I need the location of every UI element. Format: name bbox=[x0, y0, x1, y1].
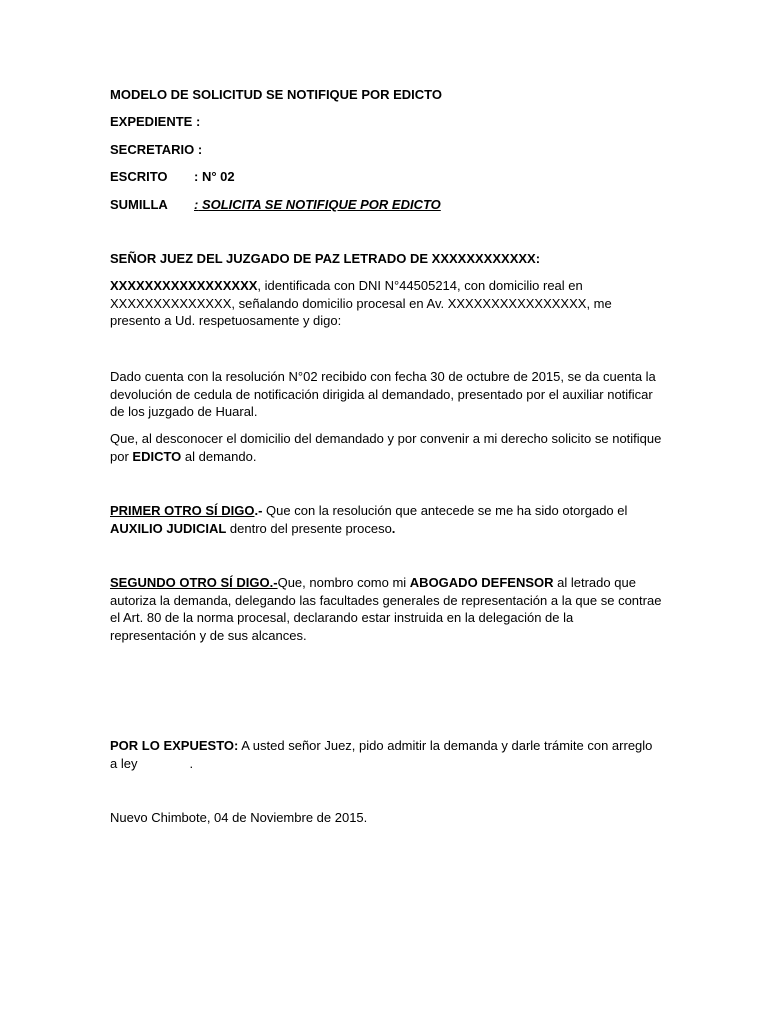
segundo-otrosi-heading: SEGUNDO OTRO SÍ DIGO.- bbox=[110, 575, 278, 590]
segundo-otrosi-text-end: al letrado que autoriza la demanda, delegando las facultades generales de representación a la que se contrae el Art. 80 de la norma procesal, declarando estar instruida en la delegación de la representación y de sus alcances. bbox=[110, 575, 662, 643]
escrito-value: : N° 02 bbox=[194, 169, 235, 184]
expediente-field bbox=[110, 113, 200, 131]
paragraph-resolucion: Dado cuenta con la resolución N°02 recibido con fecha 30 de octubre de 2015, se da cuenta la devolución de cedula de notificación dirigida al demandado, presentado por el auxiliar notificar de los juzgado de Huaral. bbox=[110, 369, 656, 419]
petitioner-name: XXXXXXXXXXXXXXXXX bbox=[110, 278, 258, 293]
por-lo-expuesto-period: . bbox=[189, 755, 194, 771]
edicto-emphasis: EDICTO bbox=[132, 448, 182, 464]
segundo-otrosi-paragraph bbox=[110, 574, 662, 644]
intro-text: , identificada con DNI N°44505214, con domicilio real en XXXXXXXXXXXXXX, señalando domicilio procesal en Av. XXXXXXXXXXXXXXXX, me presento a Ud. respetuosamente y digo: bbox=[110, 278, 612, 328]
por-lo-expuesto-paragraph bbox=[110, 737, 662, 772]
secretario-label: SECRETARIO : bbox=[110, 142, 203, 157]
intro-paragraph bbox=[110, 277, 662, 330]
abogado-defensor-emphasis: ABOGADO DEFENSOR bbox=[409, 575, 554, 590]
primer-otrosi-text-end: dentro del presente proceso bbox=[226, 520, 392, 536]
primer-otrosi-paragraph bbox=[110, 502, 630, 537]
closing-date: Nuevo Chimbote, 04 de Noviembre de 2015. bbox=[110, 810, 368, 825]
document-title: MODELO DE SOLICITUD SE NOTIFIQUE POR EDICTO bbox=[110, 87, 443, 102]
segundo-otrosi-text: Que, nombro como mi bbox=[277, 575, 410, 590]
paragraph-solicitud-text: Que, al desconocer el domicilio del demandado y por convenir a mi derecho solicito se notifique por bbox=[110, 431, 662, 464]
primer-otrosi-heading: PRIMER OTRO SÍ DIGO bbox=[110, 503, 255, 518]
secretario-field bbox=[110, 141, 202, 159]
por-lo-expuesto-text: A usted señor Juez, pido admitir la demanda y darle trámite con arreglo a ley bbox=[110, 738, 653, 771]
expediente-label: EXPEDIENTE : bbox=[110, 114, 201, 129]
auxilio-judicial-emphasis: AUXILIO JUDICIAL bbox=[110, 520, 227, 536]
sumilla-colon: : bbox=[194, 197, 199, 212]
sumilla-field bbox=[110, 196, 441, 214]
escrito-field bbox=[110, 168, 235, 186]
salutation: SEÑOR JUEZ DEL JUZGADO DE PAZ LETRADO DE XXXXXXXXXXXX: bbox=[110, 251, 541, 266]
primer-otrosi-heading-suffix: .- bbox=[254, 503, 263, 518]
paragraph-solicitud bbox=[110, 430, 662, 465]
sumilla-label: SUMILLA bbox=[110, 197, 168, 212]
sumilla-value: SOLICITA SE NOTIFIQUE POR EDICTO bbox=[198, 197, 441, 212]
primer-otrosi-period: . bbox=[391, 520, 396, 536]
escrito-label: ESCRITO bbox=[110, 169, 168, 184]
primer-otrosi-text: Que con la resolución que antecede se me ha sido otorgado el bbox=[262, 503, 628, 518]
por-lo-expuesto-heading: POR LO EXPUESTO: bbox=[110, 738, 239, 753]
paragraph-solicitud-end: al demando. bbox=[181, 448, 257, 464]
